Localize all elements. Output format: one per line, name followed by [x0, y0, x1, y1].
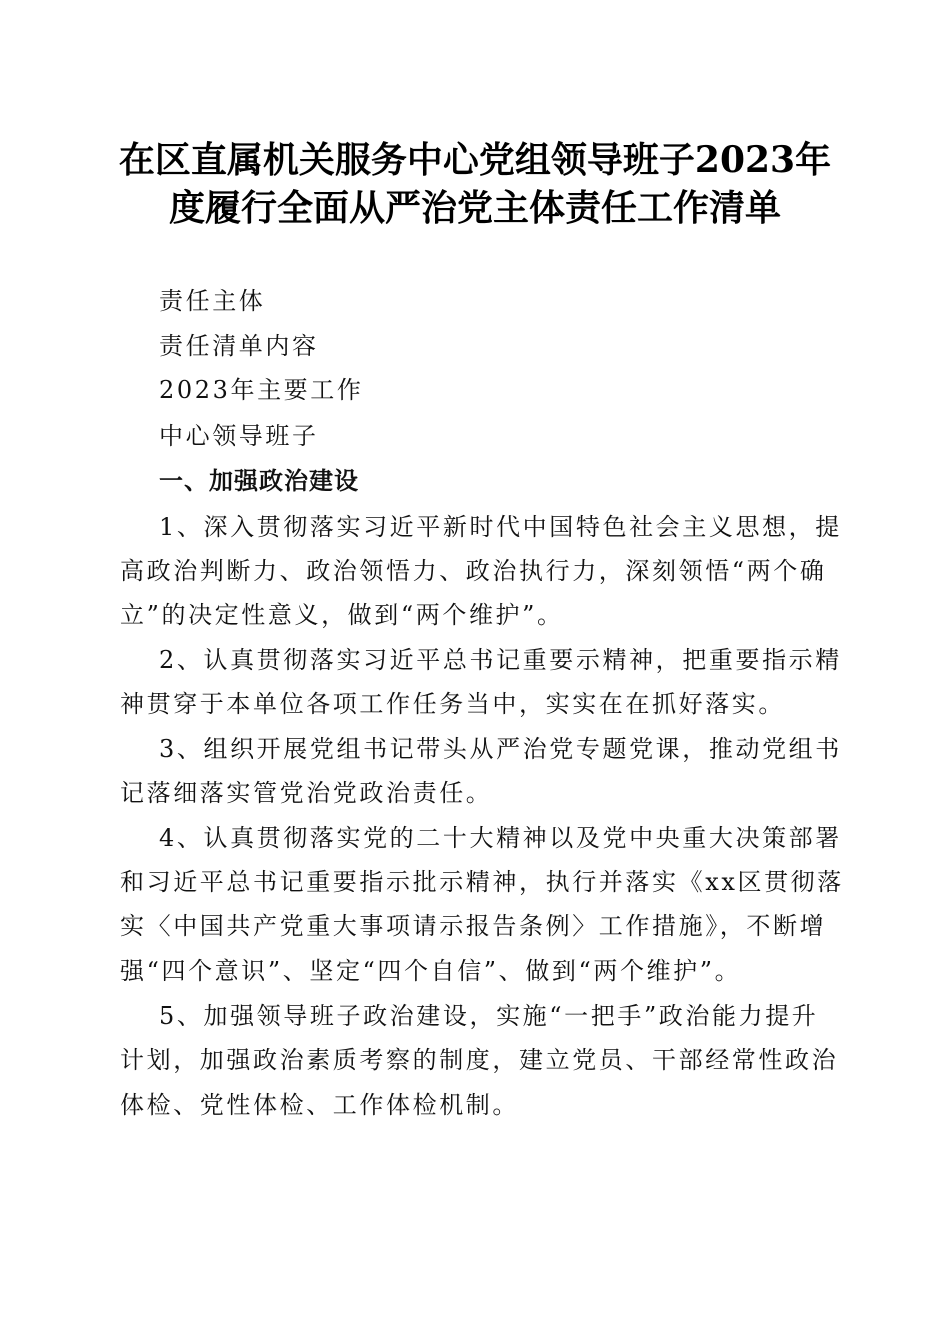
year-work-label: 2023年主要工作 [159, 376, 364, 404]
item-4-line-4: 强“四个意识”、坚定“四个自信”、做到“两个维护”。 [120, 957, 742, 985]
item-1-line-3: 立”的决定性意义，做到“两个维护”。 [120, 601, 564, 629]
title-line-2: 度履行全面从严治党主体责任工作清单 [168, 187, 781, 229]
item-4-line-3: 实〈中国共产党重大事项请示报告条例〉工作措施》，不断增 [120, 912, 827, 940]
section-heading: 一、加强政治建设 [159, 467, 359, 495]
item-4-line-2: 和习近平总书记重要指示批示精神，执行并落实《xx区贯彻落 [120, 868, 844, 896]
item-4-line-1: 4、认真贯彻落实党的二十大精神以及党中央重大决策部署 [159, 824, 842, 852]
subject-label: 责任主体 [159, 287, 266, 315]
item-3-line-2: 记落细落实管党治党政治责任。 [120, 779, 493, 807]
item-1-line-1: 1、深入贯彻落实习近平新时代中国特色社会主义思想，提 [159, 513, 842, 541]
subject-value: 中心领导班子 [159, 422, 319, 450]
item-5-line-1: 5、加强领导班子政治建设，实施“一把手”政治能力提升 [159, 1002, 819, 1030]
item-5-line-2: 计划，加强政治素质考察的制度，建立党员、干部经常性政治 [120, 1046, 839, 1074]
item-3-line-1: 3、组织开展党组书记带头从严治党专题党课，推动党组书 [159, 735, 842, 763]
content-label: 责任清单内容 [159, 332, 319, 360]
item-2-line-2: 神贯穿于本单位各项工作任务当中，实实在在抓好落实。 [120, 690, 785, 718]
item-5-line-3: 体检、党性体检、工作体检机制。 [120, 1091, 519, 1119]
document-title [110, 136, 840, 232]
item-2-line-1: 2、认真贯彻落实习近平总书记重要示精神，把重要指示精 [159, 646, 842, 674]
title-line-1: 在区直属机关服务中心党组领导班子2023年 [118, 139, 832, 181]
item-1-line-2: 高政治判断力、政治领悟力、政治执行力，深刻领悟“两个确 [120, 557, 827, 585]
